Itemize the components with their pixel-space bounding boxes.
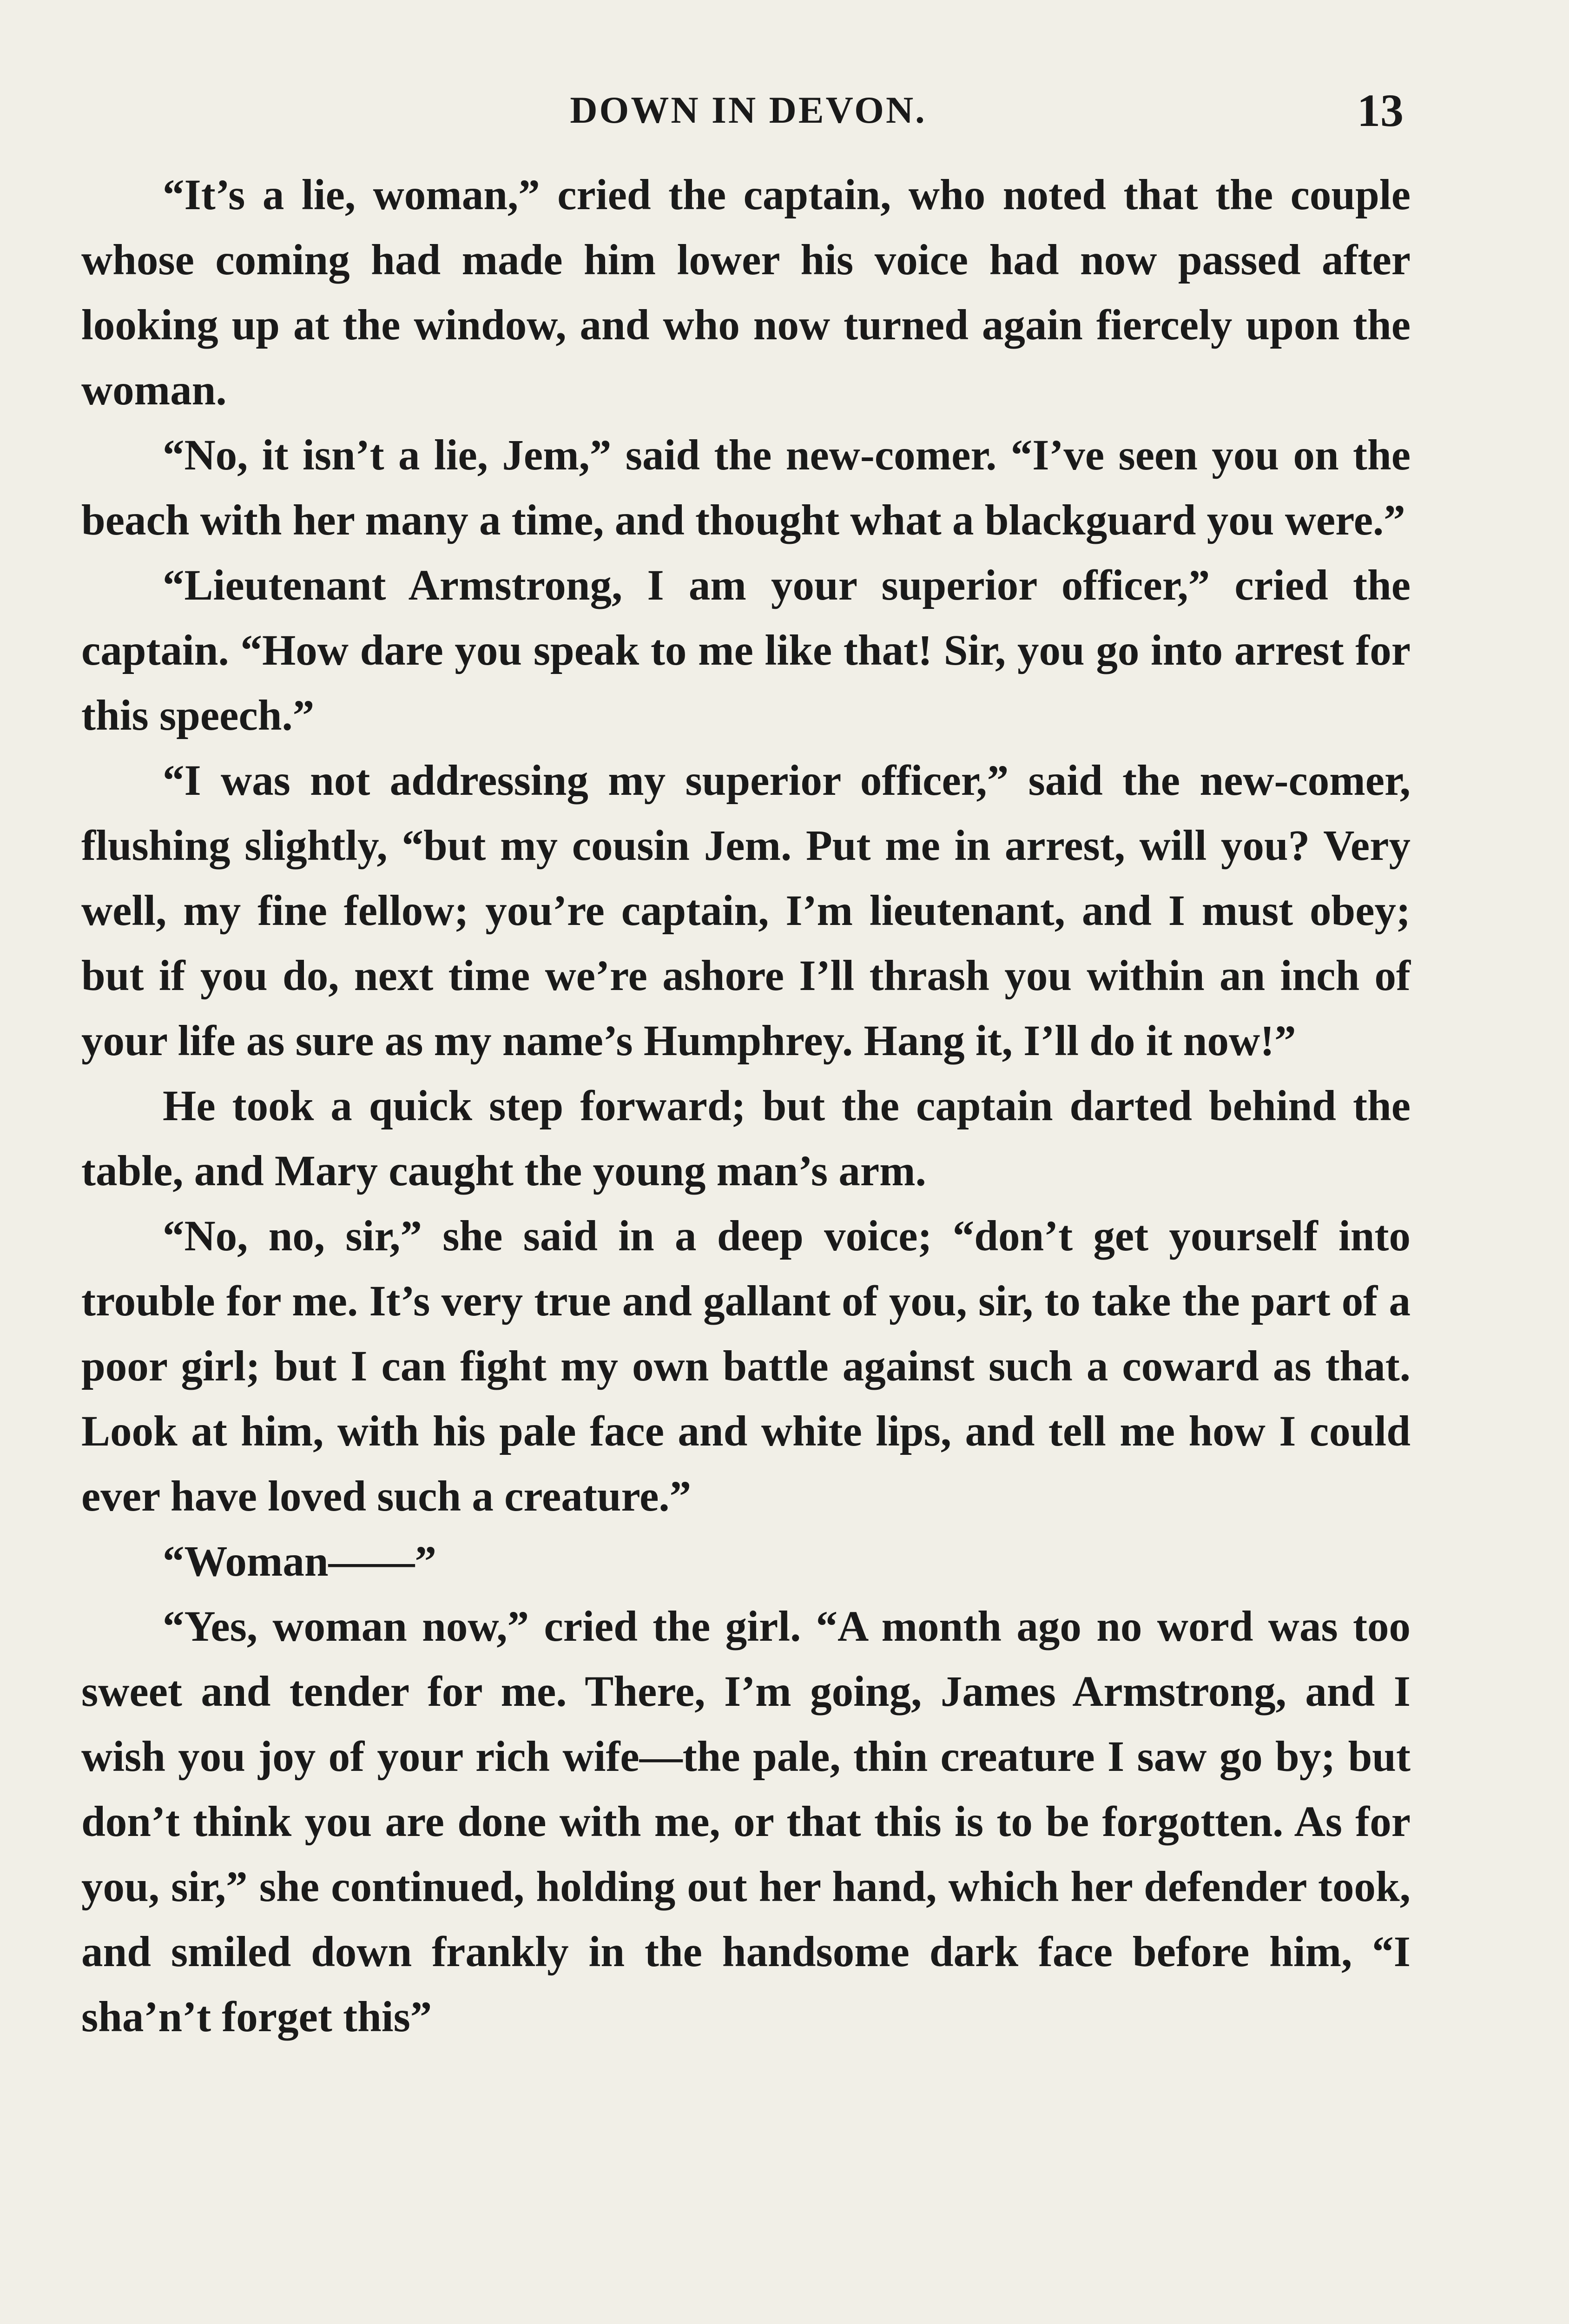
paragraph: “Woman——” (163, 1538, 437, 1585)
running-head (93, 84, 1404, 135)
page-number: 13 (1357, 85, 1404, 136)
body-text (81, 163, 1411, 2050)
paragraph: “It’s a lie, woman,” cried the captain, who noted that the couple whose coming had made him lower his voice had now passed after looking up at the window, and who now turned again fiercely upon the woman. (81, 171, 1411, 414)
paragraph: “Lieutenant Armstrong, I am your superior officer,” cried the captain. “How dare you speak to me like that! Sir, you go into arrest for this speech.” (81, 561, 1411, 739)
paragraph: “Yes, woman now,” cried the girl. “A month ago no word was too sweet and tender for me. There, I’m going, James Armstrong, and I wish you joy of your rich wife—the pale, thin creature I saw go by; but don’t think you are done with me, or that this is to be forgotten. As for you, sir,” she continued, holding out her hand, which her defender took, and smiled down frankly in the handsome dark face before him, “I sha’n’t forget this” (81, 1603, 1411, 2041)
paragraph: He took a quick step forward; but the captain darted behind the table, and Mary caught the young man’s arm. (81, 1082, 1411, 1195)
paragraph: “No, it isn’t a lie, Jem,” said the new-comer. “I’ve seen you on the beach with her many a time, and thought what a blackguard you were.” (81, 431, 1411, 544)
running-title: DOWN IN DEVON. (570, 89, 927, 131)
paragraph: “I was not addressing my superior officer,” said the new-comer, flushing slightly, “but my cousin Jem. Put me in arrest, will you? Very well, my fine fellow; you’re captain, I’m lieutenant, and I must obey; but if you do, next time we’re ashore I’ll thrash you within an inch of your life as sure as my name’s Humphrey. Hang it, I’ll do it now!” (81, 757, 1411, 1065)
paragraph: “No, no, sir,” she said in a deep voice; “don’t get yourself into trouble for me. It’s very true and gallant of you, sir, to take the part of a poor girl; but I can fight my own battle against such a coward as that. Look at him, with his pale face and white lips, and tell me how I could ever have loved such a creature.” (81, 1212, 1411, 1520)
